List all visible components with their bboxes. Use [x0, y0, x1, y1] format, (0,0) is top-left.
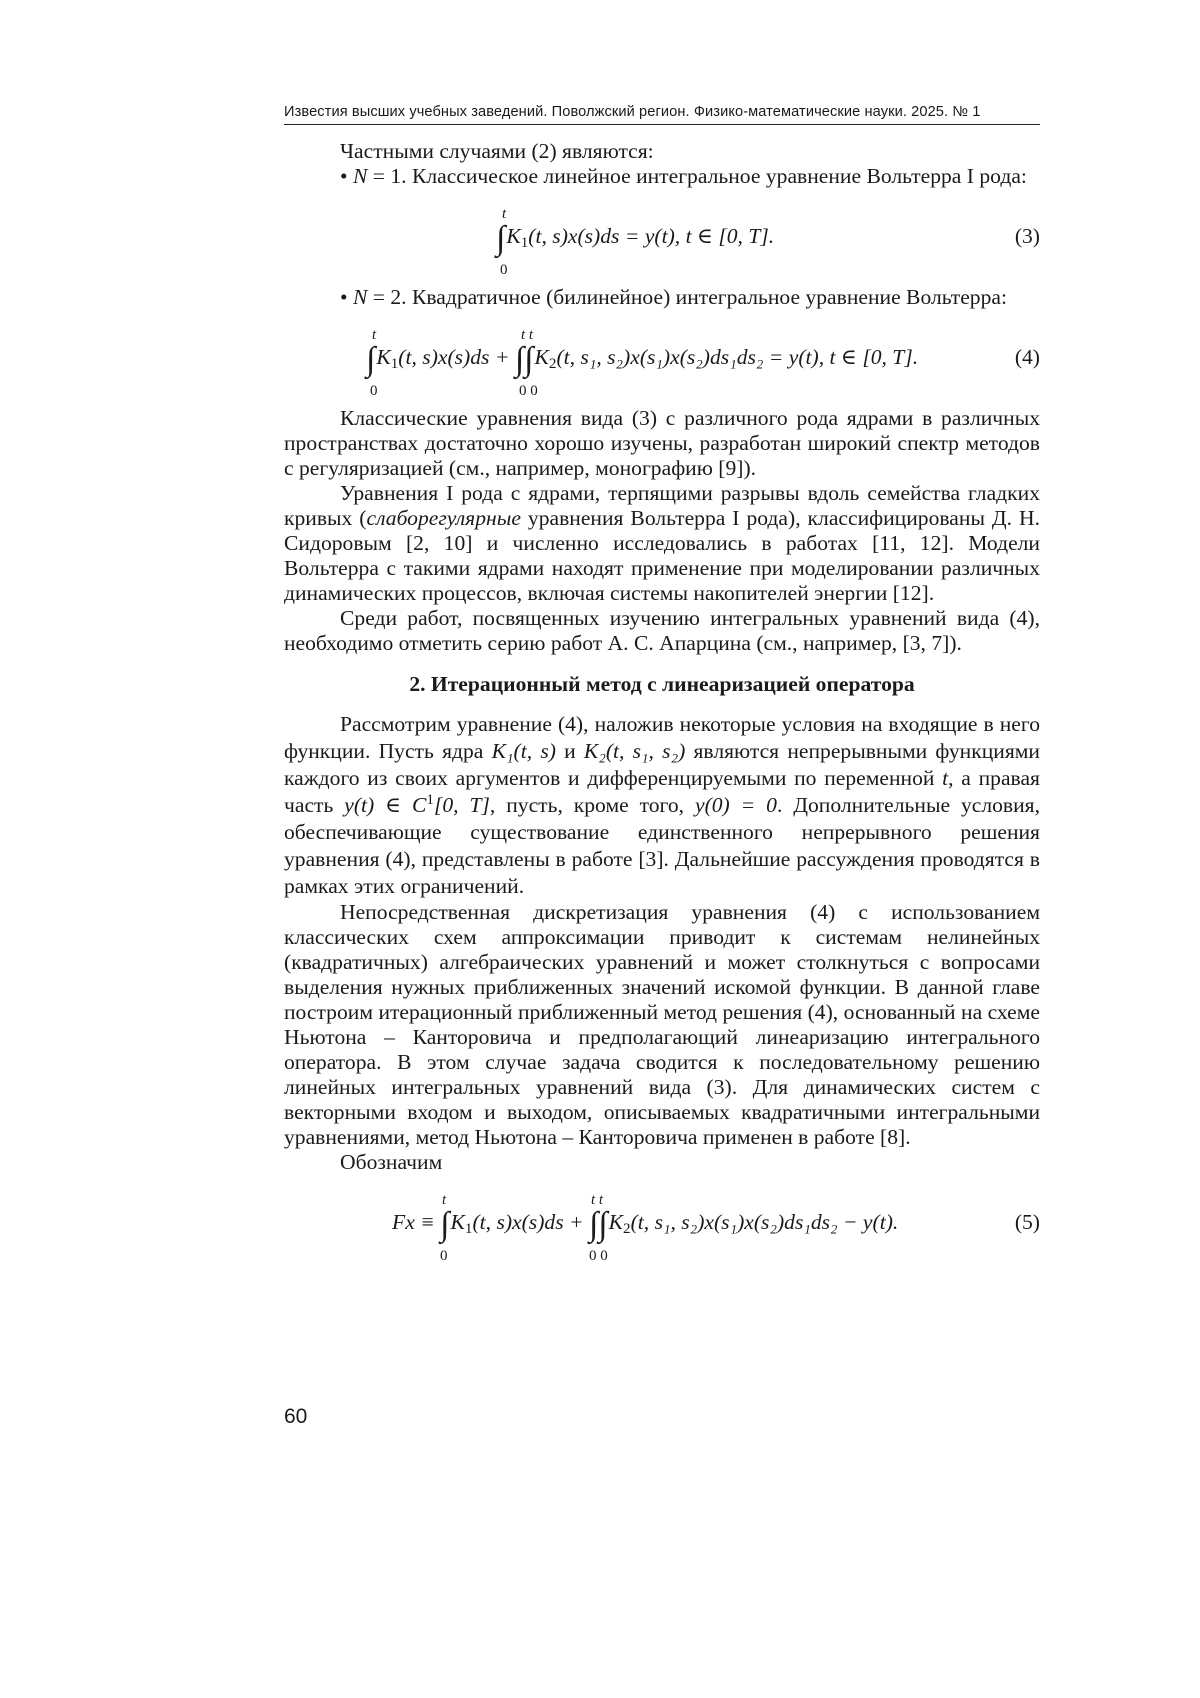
- paragraph-2-text-b: уравнения Вольтерра I рода), классифицированы Д. Н. Сидоровым [2, 10] и численно исследовались в работах [11, 12]. Модели Вольтерра с такими ядрами находят применение при моделировании различных динамических процессов, включая системы накопителей энергии [12].: [284, 506, 1040, 605]
- bullet-mark: •: [340, 285, 348, 309]
- kernel-k2: K₂(t, s₁, s₂): [583, 739, 686, 763]
- integral-sign: ∫: [496, 220, 506, 257]
- kernel-1: K: [376, 345, 391, 369]
- kernel-1-index: 1: [390, 356, 399, 372]
- bullet-item-n2: [284, 285, 1040, 310]
- page-number: 60: [284, 1405, 308, 1428]
- paragraph-5: Непосредственная дискретизация уравнения (4) с использованием классических схем аппроксимации приводит к системам нелинейных (квадратичных) алгебраических уравнений и может столкнуться с вопросами выделения нужных приближенных значений искомой функции. В данной главе построим итерационный приближенный метод решения (4), основанный на схеме Ньютона – Канторовича и предполагающий линеаризацию интегрального оператора. В этом случае задача сводится к последовательному решению линейных интегральных уравнений вида (3). Для динамических систем с векторными входом и выходом, описываемых квадратичными интегральными уравнениями, метод Ньютона – Канторовича применен в работе [8].: [284, 900, 1040, 1149]
- bullet-mark: •: [340, 164, 348, 188]
- operator-definition: Fx ≡: [392, 1210, 441, 1234]
- kernel-2: K: [534, 345, 549, 369]
- kernel-k1: K₁(t, s): [491, 739, 556, 763]
- page-content: [284, 139, 1040, 1271]
- emphasis-term: слаборегулярные: [366, 506, 521, 530]
- equation-3: [284, 189, 1040, 285]
- equation-number: (4): [1014, 345, 1040, 369]
- equation-5: [284, 1175, 1040, 1271]
- paragraph-3: Среди работ, посвященных изучению интегральных уравнений вида (4), необходимо отметить серию работ А. С. Апарцина (см., например, [3, 7]).: [284, 606, 1040, 655]
- kernel: K: [506, 224, 521, 248]
- paragraph-4: Рассмотрим уравнение (4), наложив некоторые условия на входящие в него функции. Пусть ядра K₁(t, s) и K₂(t, s₁, s₂) являются непрерывными функциями каждого из своих аргументов и дифференцируемыми по переменной t, а правая часть y(t) ∈ $C^1[0$, T], пусть, кроме того, y(0) = 0. Дополнительные условия, обеспечивающие существование единственного непрерывного решения уравнения (4), представлены в работе [3]. Дальнейшие рассуждения проводятся в рамках этих ограничений.: [284, 712, 1040, 898]
- intro-line: Частными случаями (2) являются:: [340, 139, 654, 163]
- equation-text-2: (t, s₁, s₂)x(s₁)x(s₂)ds₁ds₂ − y(t).: [630, 1210, 899, 1234]
- double-integral-sign: ∫∫: [514, 341, 534, 378]
- lower-limit: 0: [440, 1248, 448, 1264]
- kernel-2-index: 2: [548, 356, 557, 372]
- lower-limit: 0: [500, 262, 508, 278]
- smoothness-order: 1: [426, 792, 434, 808]
- equation-text-2: (t, s₁, s₂)x(s₁)x(s₂)ds₁ds₂ = y(t), t ∈ [0, T].: [556, 345, 919, 369]
- bullet-var: N: [352, 285, 368, 309]
- upper-limit: t: [502, 206, 507, 222]
- kernel-2-index: 2: [623, 1221, 631, 1237]
- equation-text: (t, s)x(s)ds = y(t), t ∈ [0, T].: [528, 224, 775, 248]
- equation-number: (5): [1014, 1210, 1040, 1234]
- integral-sign: ∫: [440, 1206, 450, 1243]
- integral-sign: ∫: [366, 341, 376, 378]
- rhs-function: y(t) ∈ C: [344, 793, 427, 817]
- bullet-item-n1: [284, 164, 1040, 189]
- equation-number: (3): [1014, 224, 1040, 248]
- kernel-1: K: [450, 1210, 465, 1234]
- kernel-1-index: 1: [464, 1221, 473, 1237]
- equation-text-1: (t, s)x(s)ds +: [398, 345, 515, 369]
- variable-t: t: [942, 766, 949, 790]
- bullet-var: N: [352, 164, 368, 188]
- upper-limits-double: t t: [521, 327, 534, 343]
- initial-condition: y(0) = 0: [694, 793, 777, 817]
- upper-limits-double: t t: [591, 1192, 604, 1208]
- upper-limit: t: [442, 1192, 447, 1208]
- lower-limit: 0: [370, 383, 378, 399]
- running-header: Известия высших учебных заведений. Поволжский регион. Физико-математические науки. 2025. № 1: [284, 104, 1040, 125]
- upper-limit: t: [372, 327, 377, 343]
- bullet-text: Квадратичное (билинейное) интегральное уравнение Вольтерра:: [406, 285, 1007, 309]
- lower-limits-double: 0 0: [589, 1248, 608, 1264]
- section-title: 2. Итерационный метод с линеаризацией оператора: [409, 672, 915, 696]
- paragraph-2-text-a: Уравнения I рода с ядрами, терпящими разрывы вдоль семейства гладких кривых (: [284, 481, 1040, 530]
- equation-text-1: (t, s)x(s)ds +: [472, 1210, 589, 1234]
- paragraph-6: Обозначим: [340, 1150, 443, 1174]
- equation-4: [284, 310, 1040, 406]
- paragraph-1: Классические уравнения вида (3) с различного рода ядрами в различных пространствах достаточно хорошо изучены, разработан широкий спектр методов с регуляризацией (см., например, монографию [9]).: [284, 406, 1040, 480]
- bullet-eq: = 2.: [367, 285, 407, 309]
- paragraph-2: [284, 481, 1040, 606]
- lower-limits-double: 0 0: [519, 383, 538, 399]
- kernel-2: K: [608, 1210, 624, 1234]
- kernel-index: 1: [520, 235, 529, 251]
- double-integral-sign: ∫∫: [588, 1206, 608, 1243]
- bullet-text: Классическое линейное интегральное уравнение Вольтерра I рода:: [406, 164, 1027, 188]
- bullet-eq: = 1.: [367, 164, 407, 188]
